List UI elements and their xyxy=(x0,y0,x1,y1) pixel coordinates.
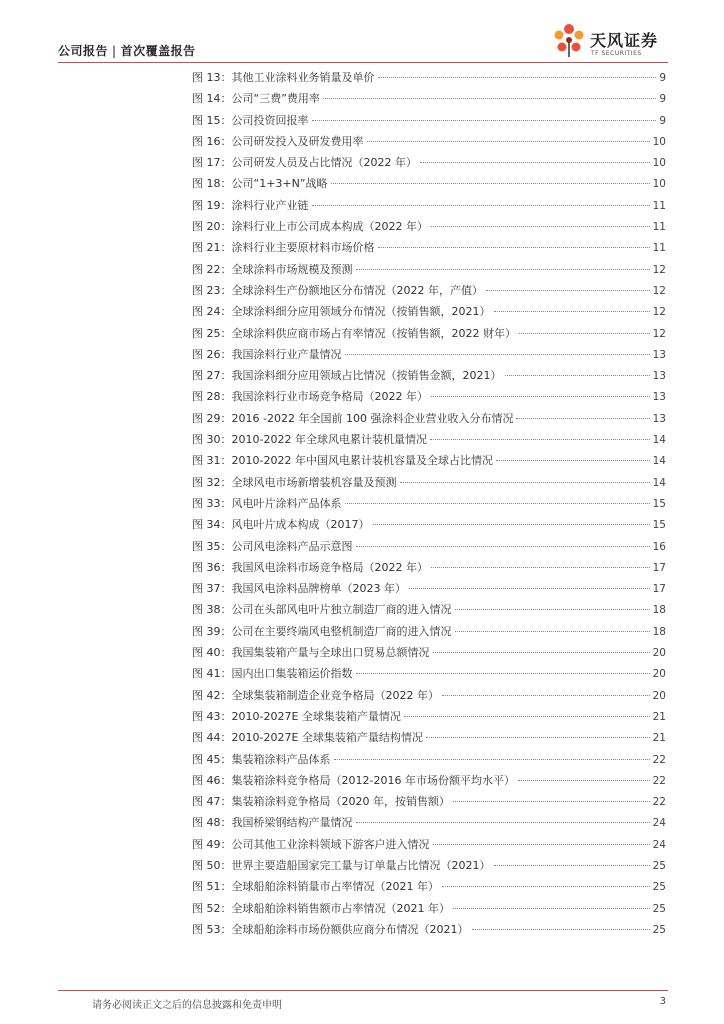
toc-entry[interactable] xyxy=(192,878,666,899)
label-colon: ： xyxy=(220,624,232,638)
figure-page-number: 12 xyxy=(652,327,666,340)
figure-title: 公司投资回报率 xyxy=(231,113,309,127)
figure-label: 图 43 xyxy=(192,709,221,723)
figure-label: 图 44 xyxy=(192,731,221,745)
label-colon: ： xyxy=(220,603,232,617)
dot-leader xyxy=(356,546,650,547)
label-colon: ： xyxy=(220,411,232,425)
dot-leader xyxy=(516,418,649,419)
figure-page-number: 14 xyxy=(652,434,666,447)
figure-label: 图 31 xyxy=(192,454,221,468)
figure-title: 我国风电涂料市场竞争格局（2022 年） xyxy=(231,560,428,574)
figure-label: 图 24 xyxy=(192,305,221,319)
dot-leader xyxy=(442,695,650,696)
dot-leader xyxy=(430,439,650,440)
figure-label: 图 17 xyxy=(192,156,221,170)
figure-page-number: 13 xyxy=(652,412,666,425)
figure-title: 2010-2022 年中国风电累计装机容量及全球占比情况 xyxy=(231,454,493,468)
label-colon: ： xyxy=(220,731,232,745)
figure-label: 图 49 xyxy=(192,837,221,851)
toc-entry[interactable] xyxy=(192,90,666,111)
dot-leader xyxy=(496,460,650,461)
figure-label: 图 30 xyxy=(192,433,221,447)
page-number: 3 xyxy=(659,996,666,1007)
toc-entry[interactable] xyxy=(192,751,666,772)
label-colon: ： xyxy=(220,496,232,510)
label-colon: ： xyxy=(220,880,232,894)
toc-entry[interactable] xyxy=(192,197,666,218)
toc-entry[interactable] xyxy=(192,346,666,367)
dot-leader xyxy=(331,183,650,184)
toc-entry[interactable] xyxy=(192,644,666,665)
figure-label: 图 14 xyxy=(192,92,221,106)
label-colon: ： xyxy=(220,454,232,468)
header-divider xyxy=(58,62,668,63)
figure-page-number: 14 xyxy=(652,455,666,468)
figure-title: 2010-2027E 全球集装箱产量情况 xyxy=(231,709,401,723)
dot-leader xyxy=(453,801,650,802)
toc-entry[interactable] xyxy=(192,921,666,942)
figure-label: 图 40 xyxy=(192,646,221,660)
toc-entry[interactable] xyxy=(192,601,666,622)
dot-leader xyxy=(494,865,650,866)
figure-page-number: 25 xyxy=(652,859,666,872)
label-colon: ： xyxy=(220,560,232,574)
dot-leader xyxy=(409,588,650,589)
dot-leader xyxy=(442,886,650,887)
dot-leader xyxy=(453,908,650,909)
figure-label: 图 39 xyxy=(192,624,221,638)
dot-leader xyxy=(378,247,650,248)
toc-entry[interactable] xyxy=(192,687,666,708)
figure-page-number: 25 xyxy=(652,923,666,936)
figure-page-number: 10 xyxy=(652,178,666,191)
figure-page-number: 13 xyxy=(652,391,666,404)
figure-page-number: 14 xyxy=(652,476,666,489)
label-colon: ： xyxy=(220,262,232,276)
figure-title: 公司在主要终端风电整机制造厂商的进入情况 xyxy=(231,624,452,638)
label-colon: ： xyxy=(220,858,232,872)
company-logo xyxy=(550,22,668,60)
label-colon: ： xyxy=(220,134,232,148)
toc-entry[interactable] xyxy=(192,665,666,686)
figure-title: 我国风电涂料品牌榜单（2023 年） xyxy=(231,582,406,596)
figure-title: 我国涂料行业产量情况 xyxy=(231,347,342,361)
figure-title: 涂料行业产业链 xyxy=(231,198,309,212)
figure-title: 公司“三费”费用率 xyxy=(231,92,320,106)
figure-page-number: 22 xyxy=(652,774,666,787)
figure-page-number: 9 xyxy=(659,114,666,127)
dot-leader xyxy=(323,98,656,99)
toc-entry[interactable] xyxy=(192,836,666,857)
figure-label: 图 34 xyxy=(192,518,221,532)
figure-page-number: 22 xyxy=(652,753,666,766)
figure-title: 国内出口集装箱运价指数 xyxy=(231,667,353,681)
label-colon: ： xyxy=(220,433,232,447)
figure-label: 图 46 xyxy=(192,773,221,787)
figure-page-number: 21 xyxy=(652,732,666,745)
dot-leader xyxy=(431,396,650,397)
figure-title: 2010-2022 年全球风电累计装机量情况 xyxy=(231,433,427,447)
figure-title: 涂料行业主要原材料市场价格 xyxy=(231,241,375,255)
figure-title: 风电叶片成本构成（2017） xyxy=(231,518,370,532)
flower-logo-icon xyxy=(550,22,588,60)
figure-title: 2016 -2022 年全国前 100 强涂料企业营业收入分布情况 xyxy=(231,411,514,425)
figure-label: 图 20 xyxy=(192,220,221,234)
dot-leader xyxy=(312,120,657,121)
figure-title: 我国桥梁钢结构产量情况 xyxy=(231,816,353,830)
figure-label: 图 42 xyxy=(192,688,221,702)
footer-divider xyxy=(58,990,668,991)
dot-leader xyxy=(356,269,650,270)
figure-page-number: 17 xyxy=(652,583,666,596)
toc-entry[interactable] xyxy=(192,410,666,431)
figure-page-number: 11 xyxy=(652,199,666,212)
figure-page-number: 13 xyxy=(652,348,666,361)
dot-leader xyxy=(378,77,657,78)
figure-label: 图 19 xyxy=(192,198,221,212)
logo-text-cn: 天风证券 xyxy=(590,31,659,50)
figure-page-number: 12 xyxy=(652,263,666,276)
figure-label: 图 16 xyxy=(192,134,221,148)
toc-entry[interactable] xyxy=(192,175,666,196)
label-colon: ： xyxy=(220,326,232,340)
figure-label: 图 22 xyxy=(192,262,221,276)
dot-leader xyxy=(455,609,650,610)
toc-entry[interactable] xyxy=(192,325,666,346)
figure-label: 图 33 xyxy=(192,496,221,510)
dot-leader xyxy=(518,780,650,781)
toc-entry[interactable] xyxy=(192,367,666,388)
figure-title: 涂料行业上市公司成本构成（2022 年） xyxy=(231,220,428,234)
figure-label: 图 48 xyxy=(192,816,221,830)
figure-title: 全球涂料细分应用领域分布情况（按销售额，2021） xyxy=(231,305,491,319)
toc-entry[interactable] xyxy=(192,133,666,154)
toc-entry[interactable] xyxy=(192,623,666,644)
report-category: 公司报告 xyxy=(58,44,109,58)
figure-label: 图 27 xyxy=(192,369,221,383)
dot-leader xyxy=(455,631,650,632)
toc-entry[interactable] xyxy=(192,474,666,495)
label-colon: ： xyxy=(220,475,232,489)
dot-leader xyxy=(472,929,650,930)
figure-page-number: 17 xyxy=(652,561,666,574)
toc-entry[interactable] xyxy=(192,239,666,260)
dot-leader xyxy=(431,567,650,568)
figure-title: 我国涂料行业市场竞争格局（2022 年） xyxy=(231,390,428,404)
label-colon: ： xyxy=(220,71,232,84)
toc-entry[interactable] xyxy=(192,388,666,409)
label-colon: ： xyxy=(220,773,232,787)
toc-entry[interactable] xyxy=(192,708,666,729)
figure-label: 图 38 xyxy=(192,603,221,617)
figure-label: 图 26 xyxy=(192,347,221,361)
label-colon: ： xyxy=(220,92,232,106)
label-colon: ： xyxy=(220,837,232,851)
toc-entry[interactable] xyxy=(192,729,666,750)
page-header xyxy=(58,0,668,62)
figure-page-number: 11 xyxy=(652,242,666,255)
figure-label: 图 45 xyxy=(192,752,221,766)
footer-disclaimer: 请务必阅读正文之后的信息披露和免责申明 xyxy=(92,1000,282,1011)
figure-label: 图 32 xyxy=(192,475,221,489)
toc-entry[interactable] xyxy=(192,516,666,537)
figure-page-number: 12 xyxy=(652,284,666,297)
figure-page-number: 18 xyxy=(652,604,666,617)
dot-leader xyxy=(356,673,650,674)
figure-label: 图 47 xyxy=(192,795,221,809)
figure-page-number: 20 xyxy=(652,689,666,702)
label-colon: ： xyxy=(220,901,232,915)
label-colon: ： xyxy=(220,220,232,234)
header-separator: | xyxy=(112,44,117,58)
toc-entry[interactable] xyxy=(192,538,666,559)
figure-title: 风电叶片涂料产品体系 xyxy=(231,496,342,510)
figure-page-number: 13 xyxy=(652,370,666,383)
label-colon: ： xyxy=(220,688,232,702)
figure-title: 全球船舶涂料销售额市占率情况（2021 年） xyxy=(231,901,450,915)
label-colon: ： xyxy=(220,113,232,127)
figure-page-number: 10 xyxy=(652,157,666,170)
figure-page-number: 20 xyxy=(652,668,666,681)
figure-label: 图 15 xyxy=(192,113,221,127)
toc-entry[interactable] xyxy=(192,900,666,921)
figure-page-number: 22 xyxy=(652,796,666,809)
label-colon: ： xyxy=(220,816,232,830)
figure-title: 公司风电涂料产品示意图 xyxy=(231,539,353,553)
figure-page-number: 15 xyxy=(652,519,666,532)
figure-label: 图 50 xyxy=(192,858,221,872)
dot-leader xyxy=(486,290,650,291)
figure-page-number: 25 xyxy=(652,902,666,915)
label-colon: ： xyxy=(220,922,232,936)
toc-entry[interactable] xyxy=(192,69,666,90)
toc-entry[interactable] xyxy=(192,814,666,835)
figure-page-number: 20 xyxy=(652,647,666,660)
dot-leader xyxy=(345,503,650,504)
figure-title: 公司“1+3+N”战略 xyxy=(231,177,328,191)
figure-title: 公司研发人员及占比情况（2022 年） xyxy=(231,156,417,170)
label-colon: ： xyxy=(220,283,232,297)
figure-title: 公司在头部风电叶片独立制造厂商的进入情况 xyxy=(231,603,452,617)
toc-entry[interactable] xyxy=(192,282,666,303)
figure-list xyxy=(192,69,666,942)
toc-entry[interactable] xyxy=(192,772,666,793)
figure-title: 其他工业涂料业务销量及单价 xyxy=(231,71,375,84)
report-subtype: 首次覆盖报告 xyxy=(120,44,196,58)
report-type xyxy=(58,42,196,59)
toc-entry[interactable] xyxy=(192,857,666,878)
label-colon: ： xyxy=(220,305,232,319)
figure-title: 集装箱涂料竞争格局（2020 年，按销售额） xyxy=(231,795,450,809)
figure-title: 集装箱涂料产品体系 xyxy=(231,752,331,766)
toc-entry[interactable] xyxy=(192,559,666,580)
dot-leader xyxy=(505,375,650,376)
toc-entry[interactable] xyxy=(192,261,666,282)
label-colon: ： xyxy=(220,667,232,681)
figure-label: 图 41 xyxy=(192,667,221,681)
figure-title: 全球船舶涂料市场份额供应商分布情况（2021） xyxy=(231,922,469,936)
figure-title: 全球涂料市场规模及预测 xyxy=(231,262,353,276)
figure-page-number: 21 xyxy=(652,710,666,723)
toc-entry[interactable] xyxy=(192,452,666,473)
dot-leader xyxy=(400,482,650,483)
toc-entry[interactable] xyxy=(192,218,666,239)
figure-title: 全球集装箱制造企业竞争格局（2022 年） xyxy=(231,688,439,702)
label-colon: ： xyxy=(220,582,232,596)
figure-label: 图 18 xyxy=(192,177,221,191)
figure-page-number: 25 xyxy=(652,881,666,894)
dot-leader xyxy=(519,333,650,334)
label-colon: ： xyxy=(220,539,232,553)
label-colon: ： xyxy=(220,177,232,191)
figure-title: 我国涂料细分应用领域占比情况（按销售金额，2021） xyxy=(231,369,502,383)
dot-leader xyxy=(433,844,650,845)
label-colon: ： xyxy=(220,390,232,404)
figure-label: 图 53 xyxy=(192,922,221,936)
dot-leader xyxy=(356,822,650,823)
label-colon: ： xyxy=(220,646,232,660)
dot-leader xyxy=(373,524,650,525)
figure-label: 图 37 xyxy=(192,582,221,596)
toc-entry[interactable] xyxy=(192,303,666,324)
dot-leader xyxy=(345,354,650,355)
toc-entry[interactable] xyxy=(192,154,666,175)
figure-page-number: 24 xyxy=(652,838,666,851)
dot-leader xyxy=(431,226,650,227)
figure-label: 图 25 xyxy=(192,326,221,340)
figure-label: 图 36 xyxy=(192,560,221,574)
label-colon: ： xyxy=(220,709,232,723)
figure-title: 全球风电市场新增装机容量及预测 xyxy=(231,475,397,489)
toc-entry[interactable] xyxy=(192,431,666,452)
dot-leader xyxy=(494,311,650,312)
dot-leader xyxy=(426,737,650,738)
label-colon: ： xyxy=(220,369,232,383)
figure-title: 全球涂料供应商市场占有率情况（按销售额，2022 财年） xyxy=(231,326,516,340)
figure-title: 我国集装箱产量与全球出口贸易总额情况 xyxy=(231,646,430,660)
figure-title: 2010-2027E 全球集装箱产量结构情况 xyxy=(231,731,423,745)
figure-label: 图 21 xyxy=(192,241,221,255)
figure-page-number: 15 xyxy=(652,497,666,510)
figure-page-number: 11 xyxy=(652,221,666,234)
figure-label: 图 23 xyxy=(192,283,221,297)
figure-page-number: 9 xyxy=(659,72,666,84)
dot-leader xyxy=(420,162,650,163)
logo-text-en: TF SECURITIES xyxy=(591,50,642,57)
figure-label: 图 13 xyxy=(192,71,221,84)
dot-leader xyxy=(367,141,650,142)
figure-label: 图 52 xyxy=(192,901,221,915)
label-colon: ： xyxy=(220,795,232,809)
toc-entry[interactable] xyxy=(192,793,666,814)
label-colon: ： xyxy=(220,241,232,255)
figure-title: 公司研发投入及研发费用率 xyxy=(231,134,364,148)
dot-leader xyxy=(433,652,650,653)
label-colon: ： xyxy=(220,156,232,170)
toc-entry[interactable] xyxy=(192,495,666,516)
figure-page-number: 18 xyxy=(652,625,666,638)
figure-page-number: 10 xyxy=(652,135,666,148)
dot-leader xyxy=(334,759,650,760)
label-colon: ： xyxy=(220,347,232,361)
figure-label: 图 35 xyxy=(192,539,221,553)
dot-leader xyxy=(404,716,650,717)
label-colon: ： xyxy=(220,198,232,212)
figure-page-number: 9 xyxy=(659,93,666,106)
figure-label: 图 28 xyxy=(192,390,221,404)
figure-title: 公司其他工业涂料领域下游客户进入情况 xyxy=(231,837,430,851)
dot-leader xyxy=(312,205,650,206)
figure-page-number: 24 xyxy=(652,817,666,830)
figure-title: 集装箱涂料竞争格局（2012-2016 年市场份额平均水平） xyxy=(231,773,515,787)
figure-label: 图 29 xyxy=(192,411,221,425)
label-colon: ： xyxy=(220,752,232,766)
label-colon: ： xyxy=(220,518,232,532)
toc-entry[interactable] xyxy=(192,580,666,601)
figure-label: 图 51 xyxy=(192,880,221,894)
toc-entry[interactable] xyxy=(192,112,666,133)
figure-title: 全球涂料生产份额地区分布情况（2022 年，产值） xyxy=(231,283,483,297)
figure-page-number: 12 xyxy=(652,306,666,319)
figure-title: 世界主要造船国家完工量与订单量占比情况（2021） xyxy=(231,858,491,872)
figure-page-number: 16 xyxy=(652,540,666,553)
figure-title: 全球船舶涂料销量市占率情况（2021 年） xyxy=(231,880,439,894)
